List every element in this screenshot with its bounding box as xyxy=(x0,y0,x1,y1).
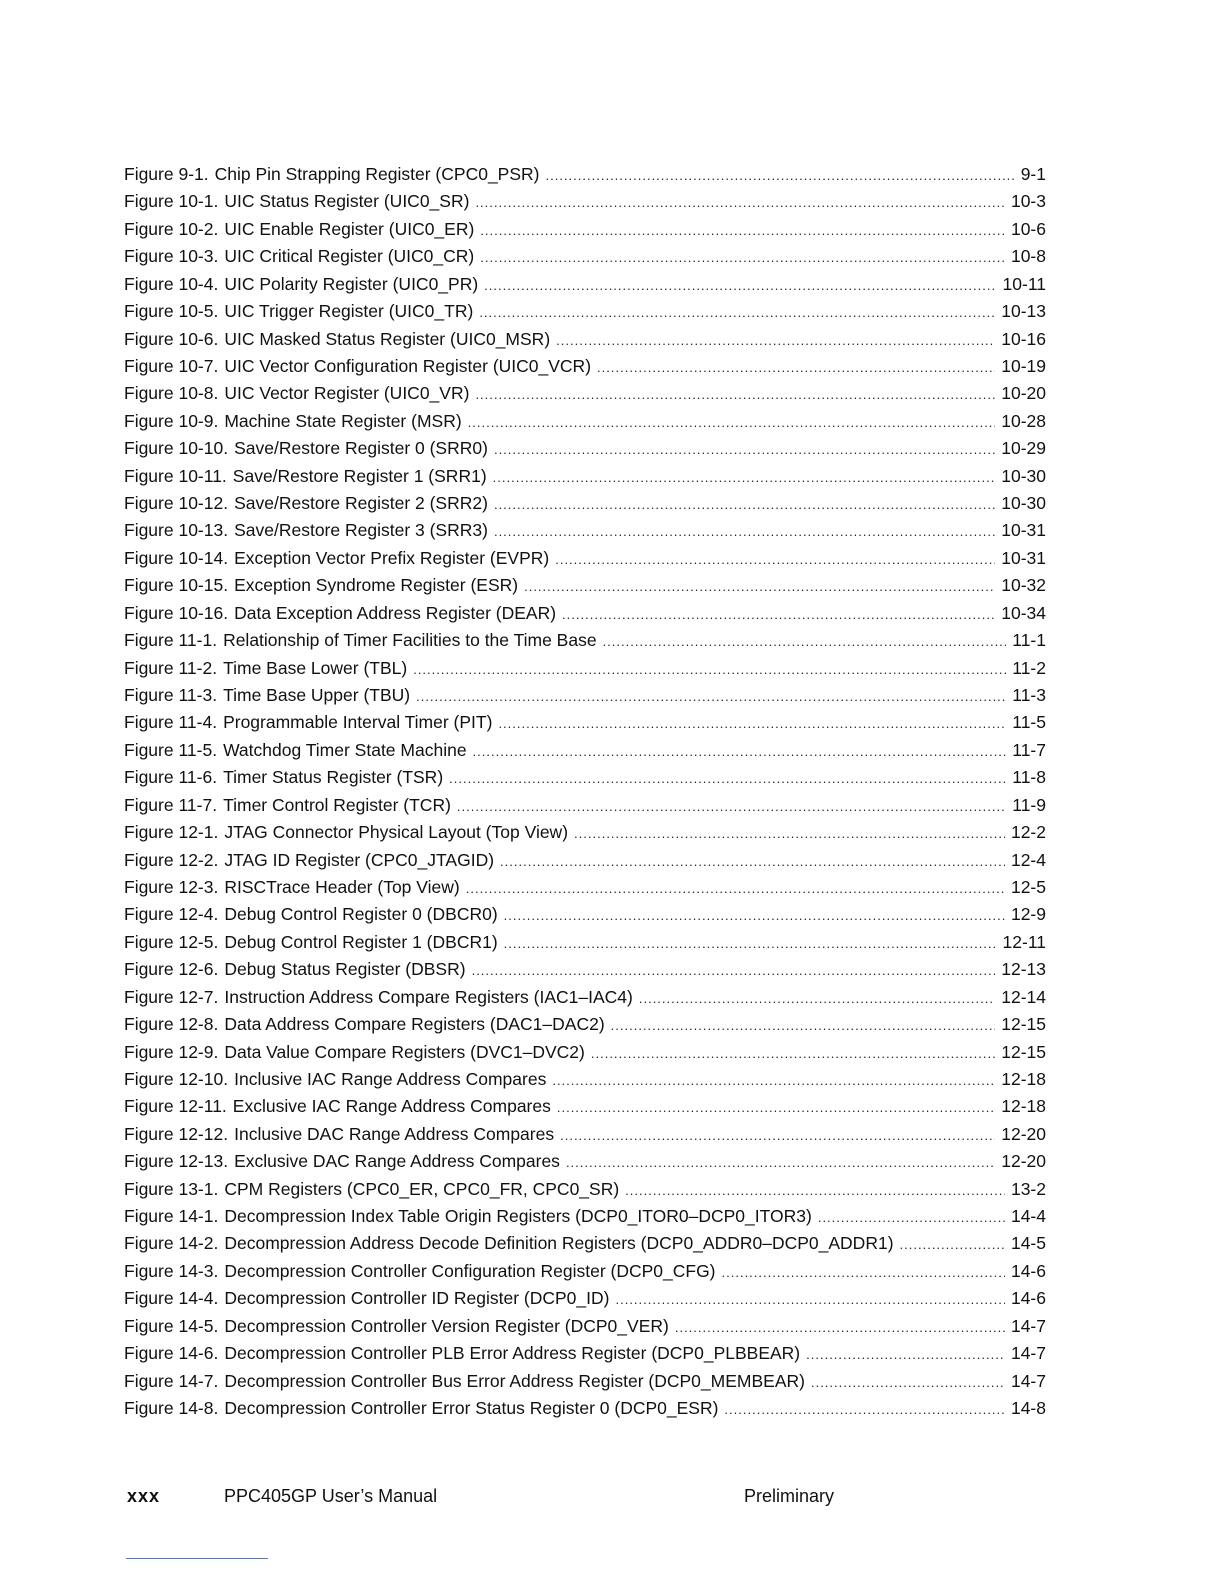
figure-title: UIC Status Register (UIC0_SR) xyxy=(224,191,470,212)
page-reference: 12-20 xyxy=(1001,1123,1046,1144)
figure-number: Figure 11-2. xyxy=(124,657,218,678)
toc-entry[interactable] xyxy=(124,188,1046,215)
page-reference: 11-8 xyxy=(1012,767,1046,788)
page-reference: 14-7 xyxy=(1010,1370,1046,1391)
figure-number: Figure 12-8. xyxy=(124,1014,219,1035)
page-reference: 10-11 xyxy=(1002,273,1046,294)
toc-entry[interactable] xyxy=(124,655,1046,682)
dot-leader xyxy=(818,1204,1005,1231)
figure-title: Watchdog Timer State Machine xyxy=(223,739,467,760)
dot-leader xyxy=(574,820,1005,847)
page-reference: 10-30 xyxy=(1001,493,1046,514)
dot-leader xyxy=(468,409,996,436)
toc-entry[interactable] xyxy=(124,819,1046,846)
page-reference: 14-8 xyxy=(1010,1397,1046,1418)
dot-leader xyxy=(591,1040,995,1067)
dot-leader xyxy=(494,436,995,463)
figure-title: UIC Vector Configuration Register (UIC0_VCR) xyxy=(224,355,592,376)
figure-title: Data Value Compare Registers (DVC1–DVC2) xyxy=(224,1041,585,1062)
figure-title: Relationship of Timer Facilities to the Time Base xyxy=(223,630,597,651)
toc-entry[interactable] xyxy=(124,271,1046,298)
figure-title: Exception Syndrome Register (ESR) xyxy=(234,575,519,596)
dot-leader xyxy=(475,381,995,408)
dot-leader xyxy=(480,244,1005,271)
toc-entry[interactable] xyxy=(124,380,1046,407)
figure-number: Figure 14-4. xyxy=(124,1288,219,1309)
dot-leader xyxy=(562,601,995,628)
dot-leader xyxy=(494,491,995,518)
figure-title: Programmable Interval Timer (PIT) xyxy=(223,712,493,733)
figure-title: Exclusive IAC Range Address Compares xyxy=(232,1096,551,1117)
figure-title: Save/Restore Register 3 (SRR3) xyxy=(234,520,488,541)
figure-number: Figure 14-2. xyxy=(124,1233,219,1254)
page-reference: 14-5 xyxy=(1010,1233,1046,1254)
page-reference: 11-7 xyxy=(1012,739,1046,760)
figure-title: UIC Polarity Register (UIC0_PR) xyxy=(224,273,479,294)
toc-entry[interactable] xyxy=(124,1395,1046,1422)
page-reference: 14-6 xyxy=(1010,1288,1046,1309)
figure-number: Figure 10-11. xyxy=(124,465,227,486)
figure-title: Debug Control Register 1 (DBCR1) xyxy=(224,931,498,952)
page-reference: 14-6 xyxy=(1010,1260,1046,1281)
figure-number: Figure 12-3. xyxy=(124,876,219,897)
toc-entry[interactable] xyxy=(124,435,1046,462)
dot-leader xyxy=(480,217,1005,244)
page-reference: 10-28 xyxy=(1001,410,1046,431)
dot-leader xyxy=(625,1177,1005,1204)
dot-leader xyxy=(500,848,1005,875)
figure-number: Figure 10-2. xyxy=(124,218,219,239)
page-reference: 9-1 xyxy=(1020,164,1046,184)
page-reference: 11-1 xyxy=(1012,630,1046,651)
dot-leader xyxy=(597,354,995,381)
dot-leader xyxy=(546,162,1015,189)
page-reference: 12-13 xyxy=(1001,959,1046,980)
page-reference: 12-18 xyxy=(1001,1068,1046,1089)
figure-title: UIC Masked Status Register (UIC0_MSR) xyxy=(224,328,551,349)
dot-leader xyxy=(413,656,1006,683)
page-reference: 11-2 xyxy=(1012,657,1046,678)
figure-number: Figure 10-14. xyxy=(124,547,229,568)
figure-title: Exclusive DAC Range Address Compares xyxy=(234,1151,560,1172)
toc-entry[interactable] xyxy=(124,1368,1046,1395)
figure-number: Figure 12-4. xyxy=(124,904,219,925)
figure-number: Figure 10-7. xyxy=(124,355,219,376)
toc-entry[interactable] xyxy=(124,764,1046,791)
dot-leader xyxy=(493,464,996,491)
page-reference: 10-29 xyxy=(1001,438,1046,459)
dot-leader xyxy=(639,985,995,1012)
toc-entry[interactable] xyxy=(124,490,1046,517)
figure-number: Figure 12-9. xyxy=(124,1041,219,1062)
dot-leader xyxy=(675,1314,1005,1341)
figure-number: Figure 12-5. xyxy=(124,931,219,952)
toc-entry[interactable] xyxy=(124,737,1046,764)
figure-title: Exception Vector Prefix Register (EVPR) xyxy=(234,547,550,568)
figure-number: Figure 14-8. xyxy=(124,1397,219,1418)
figure-number: Figure 12-12. xyxy=(124,1123,229,1144)
page-reference: 12-15 xyxy=(1001,1041,1046,1062)
toc-entry[interactable] xyxy=(124,709,1046,736)
page-reference: 11-9 xyxy=(1012,794,1046,815)
dot-leader xyxy=(557,1094,995,1121)
figure-number: Figure 12-13. xyxy=(124,1151,229,1172)
footer-manual-title: PPC405GP User’s Manual xyxy=(224,1486,438,1506)
toc-entry[interactable] xyxy=(124,408,1046,435)
figure-title: Decompression Controller Bus Error Address Register (DCP0_MEMBEAR) xyxy=(224,1370,805,1391)
figure-number: Figure 10-16. xyxy=(124,602,229,623)
page-reference: 12-14 xyxy=(1001,986,1046,1007)
figure-number: Figure 14-1. xyxy=(124,1206,219,1227)
page-reference: 12-2 xyxy=(1010,822,1046,843)
figure-number: Figure 11-5. xyxy=(124,739,218,760)
page-reference: 10-13 xyxy=(1001,301,1046,322)
figure-number: Figure 12-1. xyxy=(124,822,219,843)
figure-number: Figure 10-6. xyxy=(124,328,219,349)
figure-number: Figure 13-1. xyxy=(124,1178,219,1199)
toc-entry[interactable] xyxy=(124,792,1046,819)
figure-title: RISCTrace Header (Top View) xyxy=(224,876,460,897)
figure-title: JTAG ID Register (CPC0_JTAGID) xyxy=(224,849,495,870)
page-reference: 10-32 xyxy=(1001,575,1046,596)
figure-number: Figure 14-3. xyxy=(124,1260,219,1281)
toc-entry[interactable] xyxy=(124,1093,1046,1120)
toc-entry[interactable] xyxy=(124,627,1046,654)
figure-title: Decompression Controller Configuration Register (DCP0_CFG) xyxy=(224,1260,716,1281)
dot-leader xyxy=(472,957,996,984)
figure-number: Figure 12-10. xyxy=(124,1068,229,1089)
dot-leader xyxy=(416,683,1006,710)
figure-title: JTAG Connector Physical Layout (Top View) xyxy=(224,822,569,843)
figure-number: Figure 12-7. xyxy=(124,986,219,1007)
dot-leader xyxy=(555,546,995,573)
dot-leader xyxy=(806,1341,1005,1368)
toc-entry[interactable] xyxy=(124,901,1046,928)
figure-number: Figure 10-10. xyxy=(124,438,229,459)
dot-leader xyxy=(473,738,1007,765)
page-reference: 12-11 xyxy=(1002,931,1046,952)
footer-page-number: xxx xyxy=(127,1486,161,1506)
page-reference: 10-31 xyxy=(1001,520,1046,541)
toc-entry[interactable] xyxy=(124,984,1046,1011)
figure-title: Timer Status Register (TSR) xyxy=(223,767,444,788)
figure-number: Figure 10-5. xyxy=(124,301,219,322)
figure-number: Figure 11-7. xyxy=(124,794,218,815)
figure-title: Inclusive DAC Range Address Compares xyxy=(234,1123,555,1144)
toc-entry[interactable] xyxy=(124,216,1046,243)
page-reference: 11-3 xyxy=(1012,685,1046,706)
figure-title: Decompression Controller Version Register (DCP0_VER) xyxy=(224,1315,669,1336)
figure-number: Figure 10-4. xyxy=(124,273,219,294)
figure-number: Figure 14-5. xyxy=(124,1315,219,1336)
dot-leader xyxy=(475,189,1005,216)
dot-leader xyxy=(498,710,1006,737)
figure-title: Machine State Register (MSR) xyxy=(224,410,462,431)
figure-number: Figure 10-3. xyxy=(124,246,219,267)
figure-number: Figure 14-6. xyxy=(124,1343,219,1364)
toc-entry[interactable] xyxy=(124,353,1046,380)
toc-entry[interactable] xyxy=(124,1313,1046,1340)
toc-entry[interactable] xyxy=(124,298,1046,325)
footer-status: Preliminary xyxy=(744,1486,835,1506)
dot-leader xyxy=(494,518,995,545)
bottom-rule xyxy=(126,1558,268,1559)
toc-entry[interactable] xyxy=(124,1203,1046,1230)
toc-entry[interactable] xyxy=(124,517,1046,544)
toc-entry[interactable] xyxy=(124,1176,1046,1203)
page-reference: 11-5 xyxy=(1012,712,1046,733)
figure-title: Decompression Controller ID Register (DCP0_ID) xyxy=(224,1288,610,1309)
dot-leader xyxy=(449,765,1006,792)
toc-entry[interactable] xyxy=(124,1148,1046,1175)
toc-entry[interactable] xyxy=(124,847,1046,874)
toc-entry[interactable] xyxy=(124,956,1046,983)
page-reference: 12-20 xyxy=(1001,1151,1046,1172)
figure-title: UIC Vector Register (UIC0_VR) xyxy=(224,383,470,404)
dot-leader xyxy=(603,628,1007,655)
toc-entry[interactable] xyxy=(124,1039,1046,1066)
figure-number: Figure 11-1. xyxy=(124,630,218,651)
page-reference: 10-19 xyxy=(1001,355,1046,376)
toc-entry[interactable] xyxy=(124,682,1046,709)
page-reference: 12-18 xyxy=(1001,1096,1046,1117)
figure-number: Figure 11-3. xyxy=(124,685,218,706)
toc-entry[interactable] xyxy=(124,161,1046,188)
dot-leader xyxy=(479,299,995,326)
figure-title: Time Base Lower (TBL) xyxy=(223,657,408,678)
figure-title: Inclusive IAC Range Address Compares xyxy=(234,1068,547,1089)
toc-entry[interactable] xyxy=(124,545,1046,572)
figure-title: Timer Control Register (TCR) xyxy=(223,794,451,815)
figure-title: UIC Trigger Register (UIC0_TR) xyxy=(224,301,474,322)
toc-entry[interactable] xyxy=(124,463,1046,490)
page-reference: 12-4 xyxy=(1010,849,1046,870)
dot-leader xyxy=(457,793,1006,820)
figure-number: Figure 10-9. xyxy=(124,410,219,431)
toc-entry[interactable] xyxy=(124,1340,1046,1367)
dot-leader xyxy=(552,1067,995,1094)
figure-title: UIC Enable Register (UIC0_ER) xyxy=(224,218,475,239)
figure-number: Figure 10-13. xyxy=(124,520,229,541)
figure-title: Debug Status Register (DBSR) xyxy=(224,959,466,980)
list-of-figures xyxy=(124,161,1046,1422)
toc-entry[interactable] xyxy=(124,243,1046,270)
dot-leader xyxy=(524,573,995,600)
figure-title: Decompression Address Decode Definition Registers (DCP0_ADDR0–DCP0_ADDR1) xyxy=(224,1233,894,1254)
figure-title: Decompression Index Table Origin Registers (DCP0_ITOR0–DCP0_ITOR3) xyxy=(224,1206,812,1227)
figure-title: Instruction Address Compare Registers (IAC1–IAC4) xyxy=(224,986,633,1007)
figure-number: Figure 10-12. xyxy=(124,493,229,514)
dot-leader xyxy=(566,1149,995,1176)
toc-entry[interactable] xyxy=(124,1230,1046,1257)
dot-leader xyxy=(466,875,1005,902)
toc-entry[interactable] xyxy=(124,1285,1046,1312)
toc-entry[interactable] xyxy=(124,572,1046,599)
page-reference: 10-3 xyxy=(1010,191,1046,212)
figure-title: Save/Restore Register 2 (SRR2) xyxy=(234,493,488,514)
dot-leader xyxy=(615,1286,1004,1313)
page-reference: 12-5 xyxy=(1010,876,1046,897)
figure-number: Figure 10-1. xyxy=(124,191,219,212)
dot-leader xyxy=(811,1369,1005,1396)
dot-leader xyxy=(504,930,997,957)
toc-entry[interactable] xyxy=(124,1258,1046,1285)
figure-number: Figure 12-11. xyxy=(124,1096,227,1117)
page-reference: 14-7 xyxy=(1010,1315,1046,1336)
figure-title: Data Address Compare Registers (DAC1–DAC2) xyxy=(224,1014,605,1035)
dot-leader xyxy=(484,272,996,299)
toc-entry[interactable] xyxy=(124,1121,1046,1148)
figure-number: Figure 11-6. xyxy=(124,767,218,788)
page-reference: 10-31 xyxy=(1001,547,1046,568)
figure-number: Figure 12-6. xyxy=(124,959,219,980)
dot-leader xyxy=(724,1396,1005,1423)
figure-number: Figure 14-7. xyxy=(124,1370,219,1391)
page-reference: 14-4 xyxy=(1010,1206,1046,1227)
page-reference: 12-9 xyxy=(1010,904,1046,925)
figure-title: Decompression Controller PLB Error Address Register (DCP0_PLBBEAR) xyxy=(224,1343,801,1364)
toc-entry[interactable] xyxy=(124,1066,1046,1093)
page-reference: 14-7 xyxy=(1010,1343,1046,1364)
toc-entry[interactable] xyxy=(124,874,1046,901)
dot-leader xyxy=(900,1231,1005,1258)
page-reference: 10-30 xyxy=(1001,465,1046,486)
page-reference: 10-16 xyxy=(1001,328,1046,349)
dot-leader xyxy=(556,327,995,354)
dot-leader xyxy=(560,1122,995,1149)
page-reference: 13-2 xyxy=(1010,1178,1046,1199)
figure-number: Figure 10-15. xyxy=(124,575,229,596)
page-reference: 12-15 xyxy=(1001,1014,1046,1035)
figure-number: Figure 11-4. xyxy=(124,712,218,733)
figure-title: Debug Control Register 0 (DBCR0) xyxy=(224,904,498,925)
page-reference: 10-20 xyxy=(1001,383,1046,404)
dot-leader xyxy=(722,1259,1005,1286)
toc-entry[interactable] xyxy=(124,929,1046,956)
figure-title: Save/Restore Register 1 (SRR1) xyxy=(232,465,487,486)
figure-title: CPM Registers (CPC0_ER, CPC0_FR, CPC0_SR) xyxy=(224,1178,620,1199)
figure-title: Time Base Upper (TBU) xyxy=(223,685,411,706)
figure-number: Figure 12-2. xyxy=(124,849,219,870)
figure-number: Figure 10-8. xyxy=(124,383,219,404)
dot-leader xyxy=(611,1012,996,1039)
toc-entry[interactable] xyxy=(124,1011,1046,1038)
figure-title: Save/Restore Register 0 (SRR0) xyxy=(234,438,488,459)
figure-number: Figure 9-1. xyxy=(124,164,209,184)
toc-entry[interactable] xyxy=(124,600,1046,627)
figure-title: UIC Critical Register (UIC0_CR) xyxy=(224,246,475,267)
toc-entry[interactable] xyxy=(124,326,1046,353)
page-reference: 10-34 xyxy=(1001,602,1046,623)
figure-title: Decompression Controller Error Status Register 0 (DCP0_ESR) xyxy=(224,1397,719,1418)
figure-title: Data Exception Address Register (DEAR) xyxy=(234,602,557,623)
page-reference: 10-8 xyxy=(1010,246,1046,267)
dot-leader xyxy=(504,902,1005,929)
page-reference: 10-6 xyxy=(1010,218,1046,239)
figure-title: Chip Pin Strapping Register (CPC0_PSR) xyxy=(214,164,540,184)
